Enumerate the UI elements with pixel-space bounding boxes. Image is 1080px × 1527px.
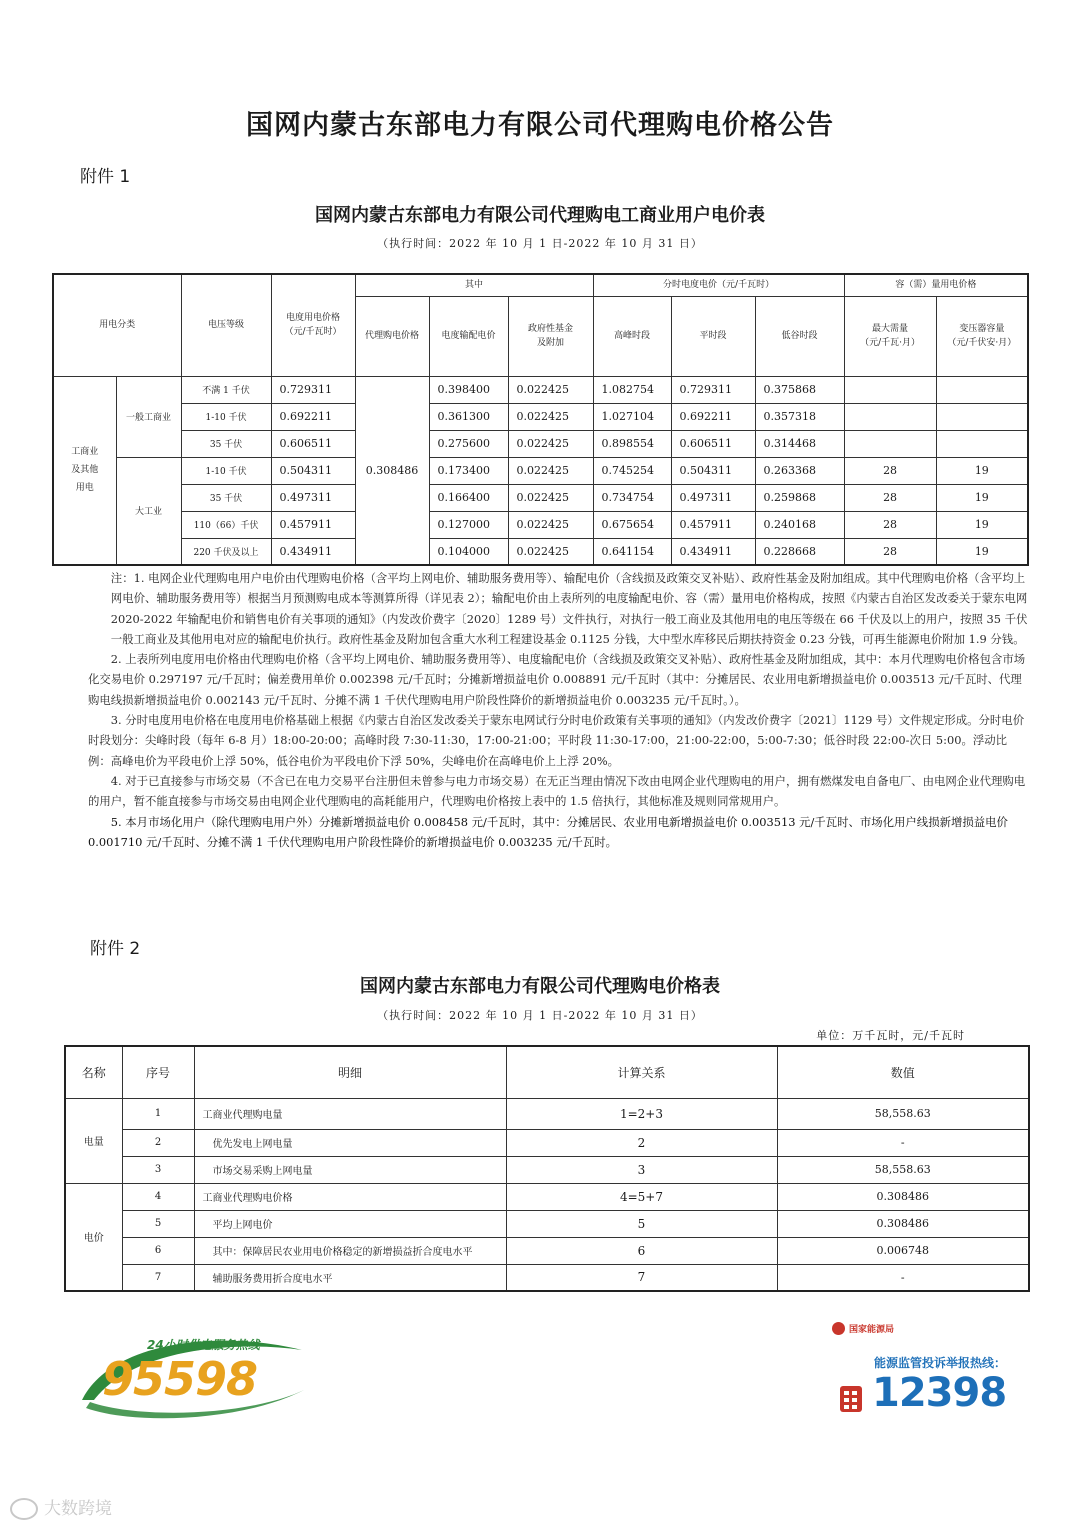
table-row: 3 市场交易采购上网电量 3 58,558.63 (65, 1156, 1029, 1183)
group-label: 工商业及其他用电 (53, 376, 116, 565)
table-row: 35 千伏 0.497311 0.166400 0.022425 0.734754 0.497311 0.259868 28 19 (53, 484, 1028, 511)
header-tou: 分时电度电价（元/千瓦时） (593, 274, 844, 296)
header-transformer: 变压器容量 （元/千伏安·月） (936, 296, 1028, 376)
header-fund: 政府性基金 及附加 (508, 296, 593, 376)
header-detail: 明细 (194, 1046, 506, 1098)
header-calc: 计算关系 (506, 1046, 777, 1098)
group-energy: 电量 (65, 1098, 122, 1183)
header-voltage: 电压等级 (181, 274, 271, 376)
table-row: 35 千伏 0.606511 0.275600 0.022425 0.898554 0.606511 0.314468 (53, 430, 1028, 457)
note-4: 4. 对于已直接参与市场交易（不含已在电力交易平台注册但未曾参与电力市场交易）在无正当理由情况下改由电网企业代理购电的用户，拥有燃煤发电自备电厂、由电网企业代理购电的用户，暂不能直接参与市场交易由电网企业代理购电的高耗能用户，代理购电价格按上表中的 1.5 倍执行，其他标准及规则同常规用户。 (88, 773, 1026, 809)
emblem-icon (832, 1322, 845, 1335)
attachment-2-label: 附件 2 (90, 939, 141, 959)
header-category: 用电分类 (53, 274, 181, 376)
table-row: 大工业 1-10 千伏 0.504311 0.173400 0.022425 0.745254 0.504311 0.263368 28 19 (53, 457, 1028, 484)
table-row: 6 其中：保障居民农业用电价格稳定的新增损益折合度电水平 6 0.006748 (65, 1237, 1029, 1264)
header-among: 其中 (355, 274, 593, 296)
weibo-icon (10, 1498, 38, 1520)
hotline-tagline: 24小时供电服务热线 (147, 1338, 260, 1352)
note-3: 3. 分时电度用电价格在电度用电价格基础上根据《内蒙古自治区发改委关于蒙东电网试行分时电价政策有关事项的通知》（内发改价费字〔2021〕1129 号）文件规定形成。分时电价时段划分：尖峰时段（每年 6-8 月）18:00-20:00；高峰时段 7:30-11:30，17:00-21:00；平时段 11:30-17:00，21:00-22:00，5:00-7:30；低谷时段 22:00-次日 5:00。浮动比例：高峰电价为平段电价上浮 50%，低谷电价为平段电价下浮 50%，尖峰电价在高峰电价上上浮 20%。 (88, 713, 1025, 768)
table-row: 2 优先发电上网电量 2 - (65, 1129, 1029, 1156)
unit-label: 单位：万千瓦时，元/千瓦时 (816, 1029, 965, 1042)
attachment-2-title: 国网内蒙古东部电力有限公司代理购电价格表 (360, 976, 720, 997)
table-row: 5 平均上网电价 5 0.308486 (65, 1210, 1029, 1237)
table-row: 110（66）千伏 0.457911 0.127000 0.022425 0.675654 0.457911 0.240168 28 19 (53, 511, 1028, 538)
notes (88, 568, 1028, 852)
header-name: 名称 (65, 1046, 122, 1098)
agent-price-value: 0.308486 (355, 376, 429, 565)
hotline-number-12398: 12398 (872, 1370, 1007, 1416)
watermark: 大数跨境 (10, 1494, 112, 1520)
attachment-1-title: 国网内蒙古东部电力有限公司代理购电工商业用户电价表 (315, 205, 765, 226)
table-row: 电量 1 工商业代理购电量 1=2+3 58,558.63 (65, 1098, 1029, 1129)
general-label: 一般工商业 (116, 376, 181, 457)
note-5: 5. 本月市场化用户（除代理购电用户外）分摊新增损益电价 0.008458 元/千瓦时，其中：分摊居民、农业用电新增损益电价 0.003513 元/千瓦时、市场化用户线损新增损益电价 0.001710 元/千瓦时、分摊不满 1 千伏代理购电用户阶段性降价的新增损益电价 0.003235 元/千瓦时。 (88, 814, 1008, 849)
table-row: 工商业及其他用电 一般工商业 不满 1 千伏 0.729311 0.308486 0.398400 0.022425 1.082754 0.729311 0.375868 (53, 376, 1028, 403)
header-valley: 低谷时段 (755, 296, 844, 376)
hotline-95598-logo (72, 1330, 312, 1425)
note-2: 2. 上表所列电度用电价格由代理购电价格（含平均上网电价、辅助服务费用等）、电度输配电价（含线损及政策交叉补贴）、政府性基金及附加组成，其中：本月代理购电价格包含市场化交易电价 0.297197 元/千瓦时；偏差费用单价 0.002398 元/千瓦时；分摊新增损益电价 0.008891 元/千瓦时（其中：分摊居民、农业用电新增损益电价 0.003513 元/千瓦时、代理购电线损新增损益电价 0.002143 元/千瓦时、分摊不满 1 千伏代理购电用户阶段性降价的新增损益电价 0.003235 元/千瓦时。）。 (88, 652, 1026, 707)
table-row: 220 千伏及以上 0.434911 0.104000 0.022425 0.641154 0.434911 0.228668 28 19 (53, 538, 1028, 565)
table-row: 7 辅助服务费用折合度电水平 7 - (65, 1264, 1029, 1291)
header-value: 数值 (777, 1046, 1029, 1098)
attachment-1-period: （执行时间：2022 年 10 月 1 日-2022 年 10 月 31 日） (377, 237, 703, 250)
agent-price-table (64, 1045, 1030, 1292)
header-max-demand: 最大需量 （元/千瓦·月） (844, 296, 936, 376)
header-peak: 高峰时段 (593, 296, 671, 376)
hotline-number: 95598 (102, 1352, 258, 1406)
table-row: 电价 4 工商业代理购电价格 4=5+7 0.308486 (65, 1183, 1029, 1210)
hotline-12398-logo (832, 1320, 1017, 1420)
attachment-2-period: （执行时间：2022 年 10 月 1 日-2022 年 10 月 31 日） (377, 1009, 703, 1022)
org-name: 国家能源局 (849, 1325, 895, 1335)
header-capacity: 容（需）量用电价格 (844, 274, 1028, 296)
header-price: 电度用电价格 （元/千瓦时） (271, 274, 355, 376)
header-flat: 平时段 (671, 296, 755, 376)
header-transmission: 电度输配电价 (429, 296, 508, 376)
note-1: 注：1. 电网企业代理购电用户电价由代理购电价格（含平均上网电价、辅助服务费用等）、输配电价（含线损及政策交叉补贴）、政府性基金及附加组成。其中代理购电价格（含平均上网电价、辅助服务费用等）根据当月预测购电成本等测算所得（详见表 2）；输配电价由上表所列的电度输配电价、容（需）量用电价格构成，按照《内蒙古自治区发改委关于蒙东电网 2020-2022 年输配电价和销售电价有关事项的通知》（内发改价费字〔2020〕1289 号）文件执行，对执行一般工商业及其他用电的电压等级在 66 千伏及以上的用户，按照 35 千伏一般工商业及其他用电对应的输配电价执行。政府性基金及附加包含重大水利工程建设基金 0.1125 分钱，大中型水库移民后期扶持资金 0.23 分钱，可再生能源电价附加 1.9 分钱。 (110, 571, 1028, 646)
phone-icon (838, 1382, 868, 1416)
hotline-label: 能源监管投诉举报热线： (874, 1356, 1007, 1370)
attachment-1-label: 附件 1 (80, 167, 131, 187)
group-price: 电价 (65, 1183, 122, 1291)
price-table (52, 273, 1029, 566)
header-agent-price: 代理购电价格 (355, 296, 429, 376)
page-title: 国网内蒙古东部电力有限公司代理购电价格公告 (246, 110, 834, 141)
header-seq: 序号 (122, 1046, 194, 1098)
large-label: 大工业 (116, 457, 181, 565)
table-row: 1-10 千伏 0.692211 0.361300 0.022425 1.027104 0.692211 0.357318 (53, 403, 1028, 430)
